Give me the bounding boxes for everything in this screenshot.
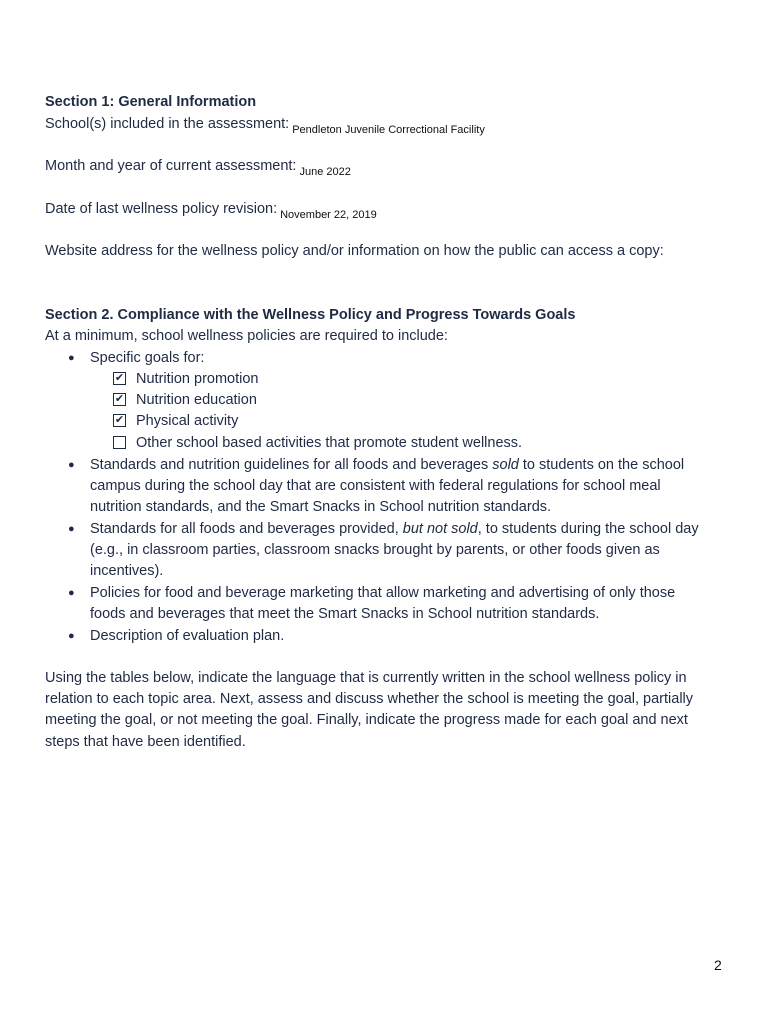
checkbox-other-activities[interactable]: [113, 436, 126, 449]
instructions-line: Using the tables below, indicate the language that is currently written in the school wellness policy in: [45, 670, 687, 686]
emphasis-text: but not sold: [402, 521, 478, 537]
section2-intro: At a minimum, school wellness policies are required to include:: [45, 328, 448, 344]
bullet-standards-sold-line3: nutrition standards, and the Smart Snacks in School nutrition standards.: [90, 499, 552, 515]
emphasis-text: sold: [492, 457, 519, 473]
website-label: Website address for the wellness policy and/or information on how the public can access a copy:: [45, 243, 664, 259]
schools-label: School(s) included in the assessment:: [45, 116, 290, 132]
bullet-standards-sold-line2: campus during the school day that are consistent with federal regulations for school meal: [90, 478, 661, 494]
goal-label: Nutrition education: [136, 392, 257, 408]
goal-label: Nutrition promotion: [136, 371, 259, 387]
instructions-line: relation to each topic area. Next, assess and discuss whether the school is meeting the goal, partially: [45, 691, 694, 707]
checkbox-nutrition-promotion[interactable]: [113, 372, 126, 385]
section1-heading: Section 1: General Information: [45, 94, 257, 110]
schools-value[interactable]: Pendleton Juvenile Correctional Facility: [292, 124, 485, 136]
revision-label: Date of last wellness policy revision:: [45, 201, 278, 217]
instructions-line: steps that have been identified.: [45, 734, 246, 750]
bullet-standards-provided: [90, 519, 699, 540]
text-segment: , to students during the school day: [477, 521, 699, 537]
text-segment: to students on the school: [518, 457, 685, 473]
text-segment: Standards and nutrition guidelines for all foods and beverages: [90, 457, 493, 473]
text-segment: Standards for all foods and beverages provided,: [90, 521, 403, 537]
bullet-marketing-policies: Policies for food and beverage marketing that allow marketing and advertising of only those: [90, 585, 676, 601]
page-number: 2: [714, 957, 722, 973]
bullet-standards-provided-line2: (e.g., in classroom parties, classroom snacks brought by parents, or other foods given as: [90, 542, 660, 558]
bullet-standards-sold: [90, 455, 684, 476]
month-field: [45, 156, 351, 178]
checkbox-physical-activity[interactable]: [113, 414, 126, 427]
bullet-icon: ●: [68, 523, 75, 535]
revision-field: [45, 199, 377, 221]
bullet-icon: ●: [68, 630, 75, 642]
bullet-evaluation-plan: Description of evaluation plan.: [90, 628, 285, 644]
checkmark-icon: ✔: [114, 393, 125, 405]
bullet-icon: ●: [68, 587, 75, 599]
schools-field: [45, 114, 485, 136]
bullet-specific-goals: Specific goals for:: [90, 350, 205, 366]
section2-heading: Section 2. Compliance with the Wellness Policy and Progress Towards Goals: [45, 307, 576, 323]
month-label: Month and year of current assessment:: [45, 158, 297, 174]
goal-label: Physical activity: [136, 413, 239, 429]
bullet-icon: ●: [68, 459, 75, 471]
checkmark-icon: ✔: [114, 372, 125, 384]
checkbox-nutrition-education[interactable]: [113, 393, 126, 406]
bullet-standards-provided-line3: incentives).: [90, 563, 164, 579]
month-value[interactable]: June 2022: [299, 166, 351, 178]
bullet-marketing-policies-line2: foods and beverages that meet the Smart Snacks in School nutrition standards.: [90, 606, 600, 622]
revision-value[interactable]: November 22, 2019: [280, 209, 377, 221]
goal-label: Other school based activities that promote student wellness.: [136, 435, 523, 451]
bullet-icon: ●: [68, 352, 75, 364]
instructions-line: meeting the goal, or not meeting the goal. Finally, indicate the progress made for each goal and next: [45, 712, 688, 728]
checkmark-icon: ✔: [114, 414, 125, 426]
